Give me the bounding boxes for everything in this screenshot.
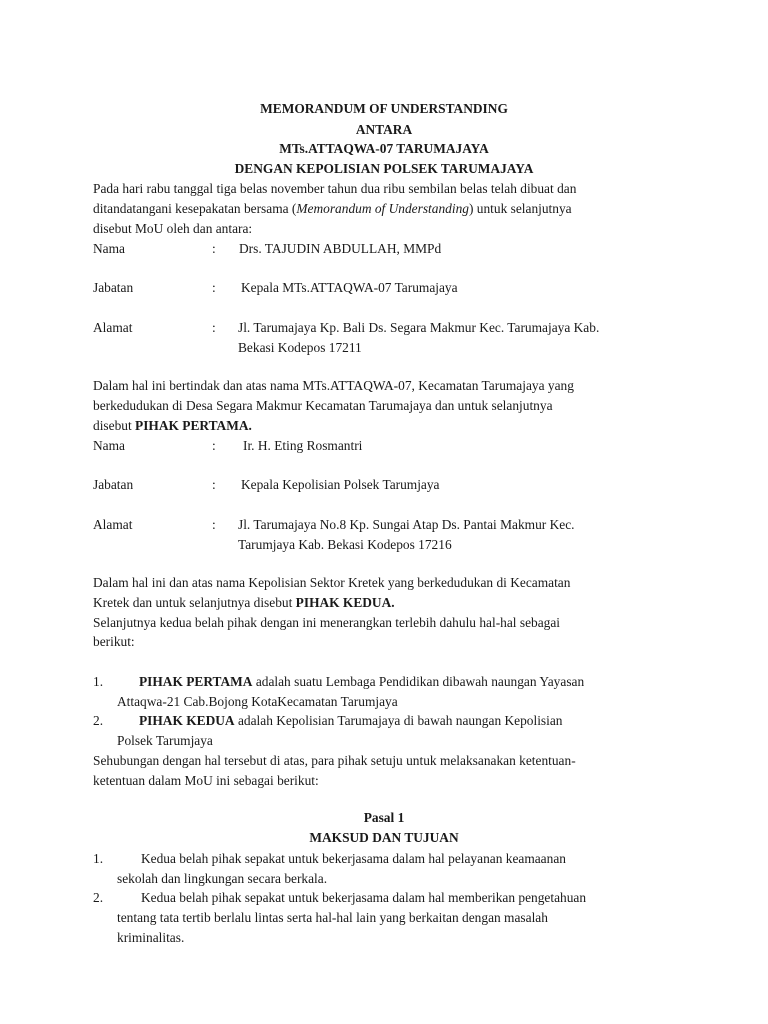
party2-alamat-value-1: Jl. Tarumajaya No.8 Kp. Sungai Atap Ds. Pantai Makmur Kec. [238,517,575,532]
pasal1-item-1-line-2: sekolah dan lingkungan secara berkala. [117,871,328,886]
party2-jabatan-colon: : [212,477,216,492]
party1-nama-label: Nama [93,241,125,256]
title-line-4: DENGAN KEPOLISIAN POLSEK TARUMAJAYA [234,161,534,176]
intro-line-2: ditandatangani kesepakatan bersama (Memorandum of Understanding) untuk selanjutnya [93,201,572,216]
pasal1-item-2-line-2: tentang tata tertib berlalu lintas serta hal-hal lain yang berkaitan dengan masalah [117,910,548,925]
party1-desc-line-2: berkedudukan di Desa Segara Makmur Kecamatan Tarumajaya dan untuk selanjutnya [93,398,553,413]
party1-desc-line-3: disebut PIHAK PERTAMA. [93,418,252,433]
pasal1-item-2-line-3: kriminalitas. [117,930,185,945]
party1-jabatan-value: Kepala MTs.ATTAQWA-07 Tarumajaya [241,280,458,295]
title-line-3: MTs.ATTAQWA-07 TARUMAJAYA [279,141,489,156]
party2-nama-value: Ir. H. Eting Rosmantri [243,438,363,453]
list1-item-2-text: PIHAK KEDUA adalah Kepolisian Tarumajaya di bawah naungan Kepolisian [139,713,563,728]
party1-alamat-colon: : [212,320,216,335]
preamble-line-1: Selanjutnya kedua belah pihak dengan ini menerangkan terlebih dahulu hal-hal sebagai [93,615,561,630]
pasal1-item-2-number: 2. [93,890,104,905]
pihak-pertama-label: PIHAK PERTAMA. [135,418,252,433]
party2-alamat-label: Alamat [93,517,133,532]
party1-nama-value: Drs. TAJUDIN ABDULLAH, MMPd [239,241,442,256]
party1-jabatan-label: Jabatan [93,280,134,295]
party1-alamat-label: Alamat [93,320,133,335]
pasal1-item-1-number: 1. [93,851,104,866]
party1-alamat-value-2: Bekasi Kodepos 17211 [238,340,362,355]
pasal-1-subheading: MAKSUD DAN TUJUAN [309,830,459,845]
party1-jabatan-colon: : [212,280,216,295]
party2-jabatan-value: Kepala Kepolisian Polsek Tarumjaya [241,477,440,492]
party1-nama-colon: : [212,241,216,256]
party2-nama-label: Nama [93,438,125,453]
intro-line-1: Pada hari rabu tanggal tiga belas november tahun dua ribu sembilan belas telah dibuat dan [93,181,577,196]
intro-italic-term: Memorandum of Understanding [296,201,469,216]
party2-alamat-value-2: Tarumjaya Kab. Bekasi Kodepos 17216 [238,537,452,552]
party2-desc-line-2: Kretek dan untuk selanjutnya disebut PIHAK KEDUA. [93,595,395,610]
list1-item-1-cont: Attaqwa-21 Cab.Bojong KotaKecamatan Tarumjaya [117,694,398,709]
list1-item-1-text: PIHAK PERTAMA adalah suatu Lembaga Pendidikan dibawah naungan Yayasan [139,674,585,689]
pasal-1-heading: Pasal 1 [363,810,405,825]
sehubungan-line-1: Sehubungan dengan hal tersebut di atas, para pihak setuju untuk melaksanakan ketentuan- [93,753,576,768]
party2-nama-colon: : [212,438,216,453]
party2-alamat-colon: : [212,517,216,532]
list1-item-2-number: 2. [93,713,104,728]
pasal1-item-1-line-1: Kedua belah pihak sepakat untuk bekerjasama dalam hal pelayanan keamaanan [141,851,566,866]
party1-alamat-value-1: Jl. Tarumajaya Kp. Bali Ds. Segara Makmur Kec. Tarumajaya Kab. [238,320,600,335]
sehubungan-line-2: ketentuan dalam MoU ini sebagai berikut: [93,773,319,788]
list1-item-2-cont: Polsek Tarumjaya [117,733,213,748]
party2-desc-line-1: Dalam hal ini dan atas nama Kepolisian Sektor Kretek yang berkedudukan di Kecamatan [93,575,571,590]
pihak-kedua-label: PIHAK KEDUA. [295,595,395,610]
party1-desc-line-1: Dalam hal ini bertindak dan atas nama MTs.ATTAQWA-07, Kecamatan Tarumajaya yang [93,378,574,393]
list1-item-1-number: 1. [93,674,104,689]
title-line-1: MEMORANDUM OF UNDERSTANDING [260,101,508,116]
intro-line-3: disebut MoU oleh dan antara: [93,221,253,236]
title-line-2: ANTARA [355,122,413,137]
pasal1-item-2-line-1: Kedua belah pihak sepakat untuk bekerjasama dalam hal memberikan pengetahuan [141,890,587,905]
preamble-line-2: berikut: [93,634,135,649]
party2-jabatan-label: Jabatan [93,477,134,492]
